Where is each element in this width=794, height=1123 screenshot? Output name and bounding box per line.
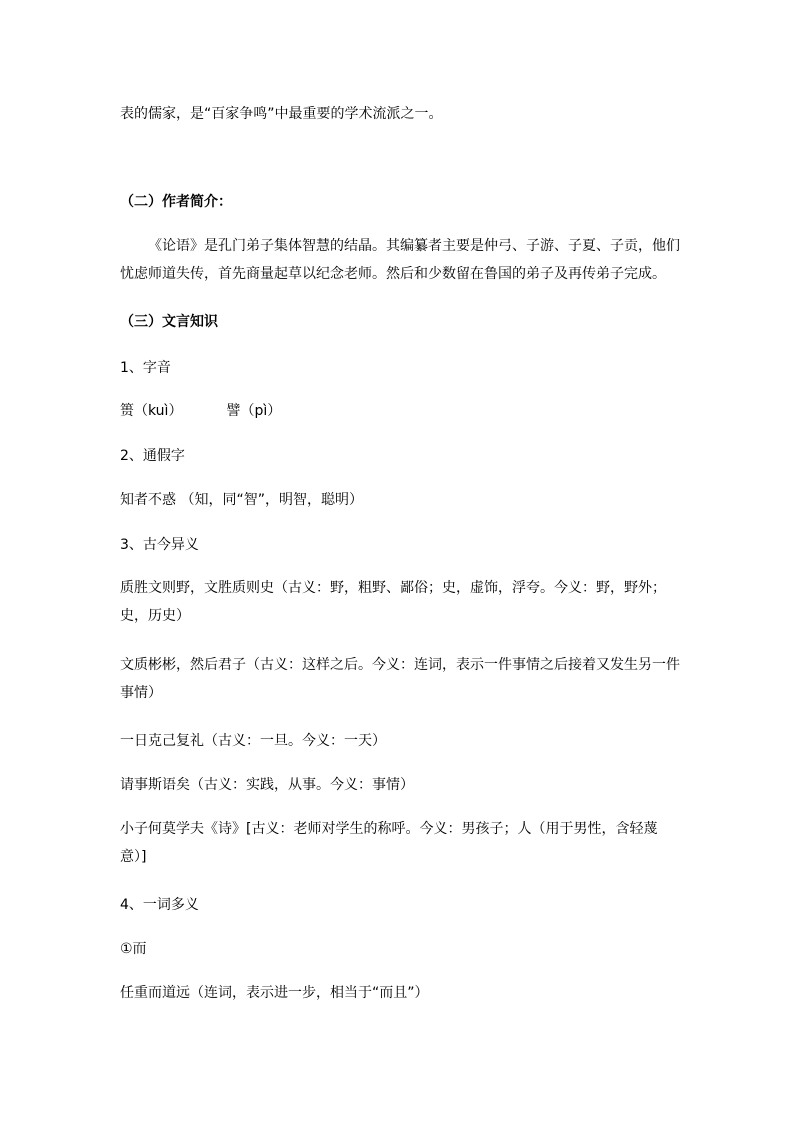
ancient-modern-example-2: 文质彬彬，然后君子（古义：这样之后。今义：连词，表示一件事情之后接着又发生另一件事情） (120, 657, 680, 701)
subheading-ancient-modern: 3、古今异义 (120, 537, 199, 553)
section-heading-author: （二）作者简介： (120, 194, 232, 210)
pronunciation-kui: 篑（kuì） (120, 403, 183, 419)
paragraph-intro-continuation: 表的儒家，是“百家争鸣”中最重要的学术流派之一。 (120, 106, 443, 122)
pronunciation-pi: 譬（pì） (226, 403, 282, 419)
polysemy-item-er: ①而 (120, 941, 147, 957)
polysemy-example-1: 任重而道远（连词，表示进一步，相当于“而且”） (120, 985, 429, 1001)
subheading-loan-characters: 2、通假字 (120, 448, 185, 464)
loan-character-example: 知者不惑 （知，同“智”，明智，聪明） (120, 492, 363, 508)
subheading-pronunciation: 1、字音 (120, 360, 171, 376)
ancient-modern-example-1: 质胜文则野，文胜质则史（古义：野，粗野、鄙俗；史，虚饰，浮夸。今义：野，野外；史，历史） (120, 580, 666, 624)
section-heading-classical: （三）文言知识 (120, 314, 218, 330)
paragraph-author-intro: 《论语》是孔门弟子集体智慧的结晶。其编纂者主要是仲弓、子游、子夏、子贡，他们忧虑师道失传，首先商量起草以纪念老师。然后和少数留在鲁国的弟子及再传弟子完成。 (120, 238, 680, 282)
ancient-modern-example-3: 一日克己复礼（古义：一旦。今义：一天） (120, 733, 386, 749)
subheading-polysemy: 4、一词多义 (120, 897, 199, 913)
pronunciation-row (120, 403, 680, 419)
ancient-modern-example-4: 请事斯语矣（古义：实践，从事。今义：事情） (120, 777, 414, 793)
ancient-modern-example-5: 小子何莫学夫《诗》[古义：老师对学生的称呼。今义：男孩子；人（用于男性，含轻蔑意）] (120, 821, 658, 865)
